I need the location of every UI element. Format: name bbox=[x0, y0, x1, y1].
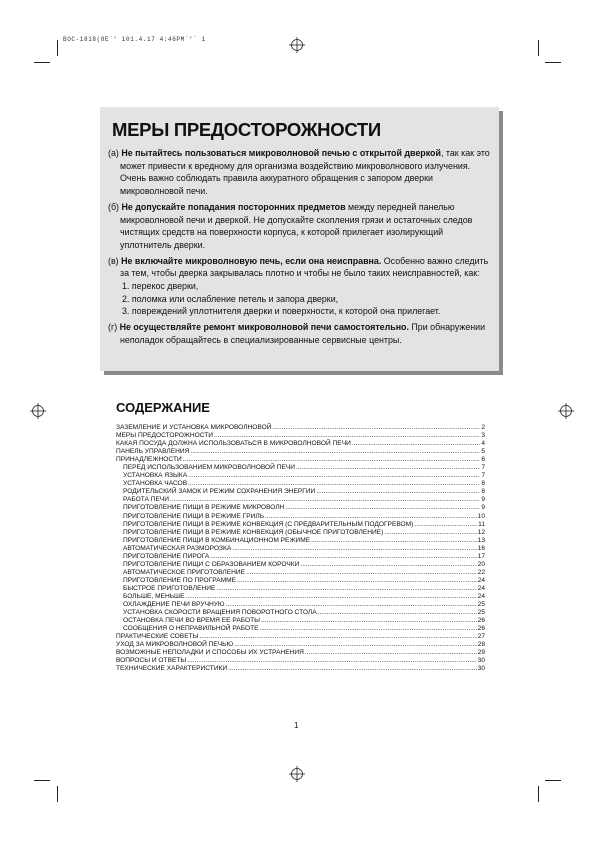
toc-entry bbox=[116, 488, 485, 496]
registration-mark-icon bbox=[289, 37, 305, 53]
registration-mark-icon bbox=[558, 403, 574, 419]
toc-entry-label: ЗАЗЕМЛЕНИЕ И УСТАНОВКА МИКРОВОЛНОВОЙ bbox=[116, 424, 272, 431]
toc-entry-label: ПРИГОТОВЛЕНИЕ ПИЩИ В РЕЖИМЕ МИКРОВОЛН bbox=[123, 504, 285, 512]
toc-entry-label: УХОД ЗА МИКРОВОЛНОВОЙ ПЕЧЬЮ bbox=[116, 641, 234, 649]
toc-entry-page: 25 bbox=[477, 609, 485, 617]
toc-entry-page: 5 bbox=[481, 448, 485, 456]
toc-leader-dots bbox=[237, 577, 477, 585]
toc-entry-label: ТЕХНИЧЕСКИЕ ХАРАКТЕРИСТИКИ bbox=[116, 665, 228, 673]
toc-entry bbox=[116, 424, 485, 432]
toc-entry bbox=[116, 641, 485, 649]
page-number: 1 bbox=[294, 721, 299, 730]
toc-entry-page: 28 bbox=[477, 641, 485, 649]
toc-entry-page: 3 bbox=[481, 432, 485, 440]
toc-leader-dots bbox=[414, 521, 477, 529]
toc-leader-dots bbox=[384, 529, 476, 537]
item-marker: (в) bbox=[108, 255, 119, 266]
precautions-body bbox=[108, 147, 493, 350]
toc-entry-page: 7 bbox=[481, 464, 485, 472]
toc-entry-page: 17 bbox=[477, 552, 485, 560]
toc-entry-label: УСТАНОВКА ЯЗЫКА bbox=[123, 472, 188, 480]
item-bold-text: Не включайте микроволновую печь, если она неисправна. bbox=[121, 255, 382, 266]
toc-leader-dots bbox=[170, 496, 480, 504]
toc-leader-dots bbox=[318, 609, 477, 617]
toc-entry-page: 30 bbox=[477, 665, 485, 673]
toc-entry-page: 7 bbox=[481, 472, 485, 480]
toc-entry bbox=[116, 496, 485, 504]
toc-entry-page: 26 bbox=[477, 617, 485, 625]
item-bold-text: Не осуществляйте ремонт микроволновой печи самостоятельно. bbox=[119, 322, 409, 333]
crop-mark bbox=[538, 40, 539, 56]
toc-entry-page: 13 bbox=[477, 536, 485, 544]
toc-entry-label: БОЛЬШЕ, МЕНЬШЕ bbox=[123, 592, 185, 600]
toc-leader-dots bbox=[190, 448, 480, 456]
toc-leader-dots bbox=[316, 488, 480, 496]
item-text: При обнаружении неполадок обращайтесь в специализированные сервисные центры. bbox=[120, 322, 486, 345]
toc-entry-page: 8 bbox=[481, 488, 485, 496]
toc-leader-dots bbox=[352, 440, 481, 448]
toc-entry-page: 9 bbox=[481, 496, 485, 504]
toc-leader-dots bbox=[246, 569, 477, 577]
toc-entry-label: РАБОТА ПЕЧИ bbox=[123, 496, 170, 504]
toc-entry-label: ПРАКТИЧЕСКИЕ СОВЕТЫ bbox=[116, 633, 199, 641]
toc-entry-label: ПРИГОТОВЛЕНИЕ ПИЩИ В РЕЖИМЕ КОНВЕКЦИЯ (ОБЫЧНОЕ ПРИГОТОВЛЕНИЕ) bbox=[123, 528, 384, 536]
toc-entry-page: 9 bbox=[481, 504, 485, 512]
toc-entry-page: 24 bbox=[477, 584, 485, 592]
toc-entry bbox=[116, 617, 485, 625]
toc-entry bbox=[116, 577, 485, 585]
toc-entry bbox=[116, 657, 485, 665]
toc-leader-dots bbox=[305, 649, 477, 657]
toc-entry-page: 20 bbox=[477, 560, 485, 568]
toc-entry bbox=[116, 521, 485, 529]
contents-title: СОДЕРЖАНИЕ bbox=[116, 400, 210, 415]
toc-entry-label: ПЕРЕД ИСПОЛЬЗОВАНИЕМ МИКРОВОЛНОВОЙ ПЕЧИ bbox=[123, 464, 295, 472]
toc-entry bbox=[116, 585, 485, 593]
item-bold-text: Не пытайтесь пользоваться микроволновой печью с открытой дверкой bbox=[121, 148, 441, 158]
toc-leader-dots bbox=[261, 617, 477, 625]
toc-leader-dots bbox=[232, 545, 476, 553]
crop-mark bbox=[57, 40, 58, 56]
toc-leader-dots bbox=[296, 464, 480, 472]
toc-entry bbox=[116, 665, 485, 673]
toc-entry-label: ВОЗМОЖНЫЕ НЕПОЛАДКИ И СПОСОБЫ ИХ УСТРАНЕНИЯ bbox=[116, 649, 304, 657]
toc-entry-page: 29 bbox=[477, 649, 485, 657]
toc-leader-dots bbox=[188, 472, 480, 480]
toc-entry-page: 27 bbox=[477, 633, 485, 641]
registration-mark-icon bbox=[289, 766, 305, 782]
toc-entry-page: 8 bbox=[481, 480, 485, 488]
crop-mark bbox=[34, 62, 50, 63]
toc-entry-page: 11 bbox=[478, 520, 485, 528]
toc-entry bbox=[116, 625, 485, 633]
crop-mark bbox=[34, 780, 50, 781]
toc-entry-label: ПРИГОТОВЛЕНИЕ ПИЩИ В РЕЖИМЕ ГРИЛЬ bbox=[123, 512, 265, 520]
crop-mark bbox=[545, 780, 561, 781]
toc-entry-page: 6 bbox=[481, 456, 485, 464]
crop-mark bbox=[538, 786, 539, 802]
toc-entry bbox=[116, 609, 485, 617]
toc-entry-label: ПРИГОТОВЛЕНИЕ ПИЩИ В РЕЖИМЕ КОНВЕКЦИЯ (С ПРЕДВАРИТЕЛЬНЫМ ПОДОГРЕВОМ) bbox=[123, 520, 414, 528]
toc-leader-dots bbox=[272, 424, 480, 432]
toc-leader-dots bbox=[210, 553, 476, 561]
item-marker: (а) bbox=[108, 148, 119, 158]
toc-leader-dots bbox=[214, 432, 480, 440]
toc-entry bbox=[116, 432, 485, 440]
toc-entry-page: 12 bbox=[477, 528, 485, 536]
toc-entry-label: ПРИГОТОВЛЕНИЕ ПИЩИ С ОБРАЗОВАНИЕМ КОРОЧКИ bbox=[123, 560, 300, 568]
crop-mark bbox=[545, 62, 561, 63]
toc-leader-dots bbox=[187, 657, 476, 665]
toc-entry-label: МЕРЫ ПРЕДОСТОРОЖНОСТИ bbox=[116, 432, 214, 440]
defect-list-item: 2. поломка или ослабление петель и запора дверки, bbox=[122, 293, 339, 304]
toc-entry-page: 22 bbox=[477, 568, 485, 576]
toc-entry-page: 30 bbox=[477, 657, 485, 665]
precaution-item bbox=[108, 255, 493, 280]
toc-entry-label: ОСТАНОВКА ПЕЧИ ВО ВРЕМЯ ЕЕ РАБОТЫ bbox=[123, 617, 260, 625]
toc-entry-label: ОХЛАЖДЕНИЕ ПЕЧИ ВРУЧНУЮ bbox=[123, 601, 225, 609]
precaution-item bbox=[108, 321, 493, 346]
toc-leader-dots bbox=[234, 641, 476, 649]
item-bold-text: Не допускайте попадания посторонних предметов bbox=[121, 201, 346, 212]
toc-entry-label: УСТАНОВКА СКОРОСТИ ВРАЩЕНИЯ ПОВОРОТНОГО СТОЛА bbox=[123, 609, 317, 617]
toc-entry bbox=[116, 561, 485, 569]
crop-mark bbox=[57, 786, 58, 802]
toc-leader-dots bbox=[226, 601, 477, 609]
toc-entry bbox=[116, 504, 485, 512]
defect-list-item: 3. повреждений уплотнителя дверки и поверхности, к которой она прилегает. bbox=[122, 306, 441, 317]
print-header-line: BOC-1818(8E`’ 101.4.17 4:46PM`’` 1 bbox=[63, 36, 206, 43]
toc-entry bbox=[116, 440, 485, 448]
toc-leader-dots bbox=[260, 625, 477, 633]
item-text: между передней панелью микроволновой печи и дверкой. Не допускайте скопления грязи и остаточных следов чистящих средств на поверхности корпуса, к которой прилегает изолирующий уплотнитель дверки. bbox=[120, 201, 473, 250]
toc-entry-label: БЫСТРОЕ ПРИГОТОВЛЕНИЕ bbox=[123, 584, 216, 592]
toc-leader-dots bbox=[311, 537, 476, 545]
defect-list bbox=[108, 280, 493, 318]
toc-entry bbox=[116, 537, 485, 545]
toc-entry-label: ПАНЕЛЬ УПРАВЛЕНИЯ bbox=[116, 448, 190, 456]
toc-leader-dots bbox=[300, 561, 476, 569]
item-text: , так как это может привести к вредному для организма воздействию микроволнового излучения. Очень важно соблюдать правила аккуратного обращения с запором дверки микроволновой печи. bbox=[120, 148, 490, 197]
toc-entry-label: УСТАНОВКА ЧАСОВ bbox=[123, 480, 188, 488]
toc-entry bbox=[116, 513, 485, 521]
item-marker: (б) bbox=[108, 201, 119, 212]
toc-entry-label: ПРИНАДЛЕЖНОСТИ bbox=[116, 456, 182, 464]
item-text: Особенно важно следить за тем, чтобы дверка закрывалась плотно и чтобы не было таких неисправностей, как: bbox=[120, 255, 489, 279]
toc-entry-label: ПРИГОТОВЛЕНИЕ ПИРОГА bbox=[123, 552, 210, 560]
toc-entry-page: 10 bbox=[477, 512, 485, 520]
defect-list-item: 1. перекос дверки, bbox=[122, 281, 199, 292]
toc-entry-label: ВОПРОСЫ И ОТВЕТЫ bbox=[116, 657, 187, 665]
toc-entry-label: АВТОМАТИЧЕСКОЕ ПРИГОТОВЛЕНИЕ bbox=[123, 568, 246, 576]
toc-entry-label: СООБЩЕНИЯ О НЕПРАВИЛЬНОЙ РАБОТЕ bbox=[123, 625, 259, 633]
toc-entry-page: 2 bbox=[481, 424, 485, 431]
toc-leader-dots bbox=[199, 633, 476, 641]
toc-entry-page: 16 bbox=[477, 544, 485, 552]
toc-entry bbox=[116, 448, 485, 456]
toc-entry-label: ПРИГОТОВЛЕНИЕ ПО ПРОГРАММЕ bbox=[123, 576, 236, 584]
toc-entry-page: 24 bbox=[477, 576, 485, 584]
precautions-box bbox=[100, 107, 499, 371]
toc-entry bbox=[116, 472, 485, 480]
toc-entry-label: АВТОМАТИЧЕСКАЯ РАЗМОРОЗКА bbox=[123, 544, 232, 552]
toc-entry bbox=[116, 593, 485, 601]
toc-entry bbox=[116, 649, 485, 657]
toc-entry-label: КАКАЯ ПОСУДА ДОЛЖНА ИСПОЛЬЗОВАТЬСЯ В МИКРОВОЛНОВОЙ ПЕЧИ bbox=[116, 440, 351, 448]
toc-leader-dots bbox=[265, 513, 477, 521]
table-of-contents bbox=[116, 424, 485, 673]
item-marker: (г) bbox=[108, 322, 118, 333]
toc-entry bbox=[116, 569, 485, 577]
toc-entry bbox=[116, 464, 485, 472]
toc-entry bbox=[116, 601, 485, 609]
precaution-item bbox=[108, 147, 493, 198]
toc-leader-dots bbox=[186, 593, 477, 601]
toc-entry-page: 26 bbox=[477, 625, 485, 633]
toc-entry bbox=[116, 545, 485, 553]
toc-leader-dots bbox=[216, 585, 476, 593]
toc-leader-dots bbox=[228, 665, 477, 673]
toc-entry-page: 25 bbox=[477, 601, 485, 609]
precautions-title: МЕРЫ ПРЕДОСТОРОЖНОСТИ bbox=[112, 119, 381, 140]
toc-entry-page: 4 bbox=[481, 440, 485, 448]
toc-entry bbox=[116, 553, 485, 561]
toc-entry-label: РОДИТЕЛЬСКИЙ ЗАМОК И РЕЖИМ СОХРАНЕНИЯ ЭНЕРГИИ bbox=[123, 488, 316, 496]
toc-entry-page: 24 bbox=[477, 592, 485, 600]
toc-entry bbox=[116, 529, 485, 537]
toc-leader-dots bbox=[285, 504, 480, 512]
precaution-item bbox=[108, 201, 493, 252]
registration-mark-icon bbox=[30, 403, 46, 419]
toc-entry-label: ПРИГОТОВЛЕНИЕ ПИЩИ В КОМБИНАЦИОННОМ РЕЖИМЕ bbox=[123, 536, 311, 544]
